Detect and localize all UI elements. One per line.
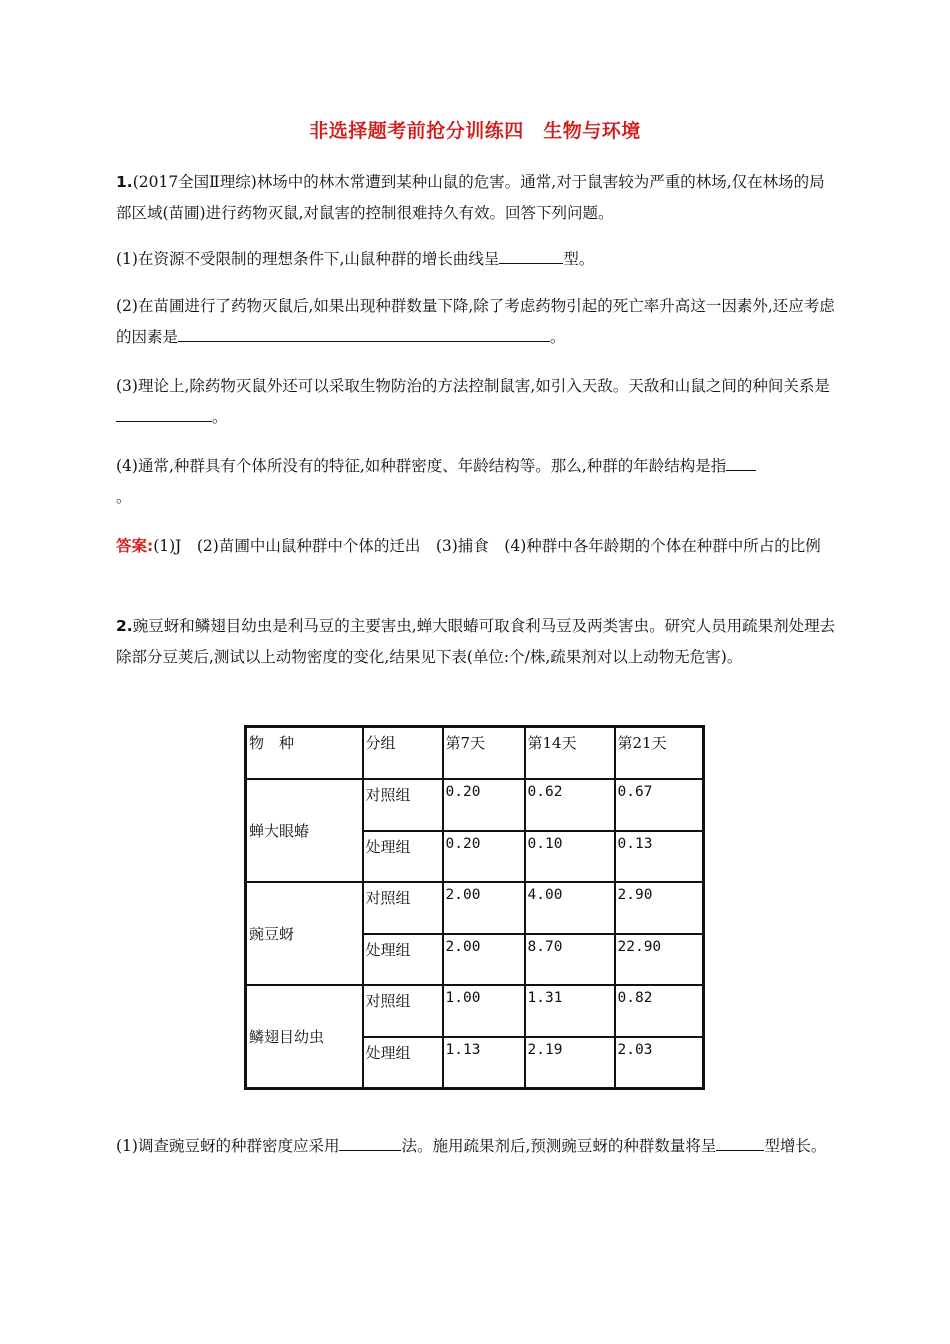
header-species: 物 种 — [246, 727, 363, 779]
value-cell: 0.20 — [443, 831, 525, 882]
q1-sub3-end: 。 — [212, 408, 228, 426]
q2-stem — [116, 611, 836, 673]
density-table — [244, 725, 705, 1090]
value-cell: 22.90 — [615, 934, 704, 985]
q2-stem-text: 豌豆蚜和鳞翅目幼虫是利马豆的主要害虫,蝉大眼蝽可取食利马豆及两类害虫。研究人员用疏果剂处理去除部分豆荚后,测试以上动物密度的变化,结果见下表(单位:个/株,疏果剂对以上动物无危害)。 — [116, 617, 836, 666]
header-day7: 第7天 — [443, 727, 525, 779]
q1-sub4-end: 。 — [116, 488, 132, 506]
page-title: 非选择题考前抢分训练四 生物与环境 — [309, 120, 641, 142]
q1-sub4-text: (4)通常,种群具有个体所没有的特征,如种群密度、年龄结构等。那么,种群的年龄结构是指 — [116, 457, 727, 475]
q1-sub3 — [116, 371, 836, 433]
species-cell: 鳞翅目幼虫 — [246, 985, 363, 1089]
q1-sub2-end: 。 — [550, 328, 566, 346]
value-cell: 2.90 — [615, 882, 704, 934]
q1-stem-text: (2017全国Ⅱ理综)林场中的林木常遭到某种山鼠的危害。通常,对于鼠害较为严重的林场,仅在林场的局部区域(苗圃)进行药物灭鼠,对鼠害的控制很难持久有效。回答下列问题。 — [116, 173, 825, 222]
value-cell: 0.20 — [443, 779, 525, 831]
q2-sub1-text: (1)调查豌豆蚜的种群密度应采用 — [116, 1137, 340, 1155]
group-cell: 对照组 — [363, 779, 443, 831]
value-cell: 8.70 — [525, 934, 615, 985]
q1-sub2-text: (2)在苗圃进行了药物灭鼠后,如果出现种群数量下降,除了考虑药物引起的死亡率升高这一因素外,还应考虑的因素是 — [116, 297, 835, 346]
table-header-row — [246, 727, 704, 779]
answer-text: (1)J (2)苗圃中山鼠种群中个体的迁出 (3)捕食 (4)种群中各年龄期的个体在种群中所占的比例 — [153, 537, 821, 555]
q1-answer — [116, 531, 836, 562]
q1-stem — [116, 167, 836, 229]
value-cell: 4.00 — [525, 882, 615, 934]
value-cell: 1.31 — [525, 985, 615, 1037]
header-day21: 第21天 — [615, 727, 704, 779]
q1-sub3-blank[interactable] — [116, 403, 212, 422]
value-cell: 1.13 — [443, 1037, 525, 1089]
value-cell: 0.13 — [615, 831, 704, 882]
q1-number: 1. — [116, 173, 133, 191]
value-cell: 1.00 — [443, 985, 525, 1037]
table-row — [246, 985, 704, 1037]
q1-sub1 — [116, 244, 836, 275]
value-cell: 2.03 — [615, 1037, 704, 1089]
q2-sub1-blank-growth[interactable] — [716, 1132, 764, 1151]
q1-sub3-text: (3)理论上,除药物灭鼠外还可以采取生物防治的方法控制鼠害,如引入天敌。天敌和山鼠之间的种间关系是 — [116, 377, 830, 395]
species-cell: 豌豆蚜 — [246, 882, 363, 985]
header-day14: 第14天 — [525, 727, 615, 779]
value-cell: 2.19 — [525, 1037, 615, 1089]
table-row — [246, 779, 704, 831]
value-cell: 0.67 — [615, 779, 704, 831]
q2-sub1-mid: 法。施用疏果剂后,预测豌豆蚜的种群数量将呈 — [401, 1137, 717, 1155]
q2-sub1-blank-method[interactable] — [339, 1132, 401, 1151]
q2-sub1-end: 型增长。 — [764, 1137, 827, 1155]
answer-label: 答案: — [116, 537, 154, 555]
q2-number: 2. — [116, 617, 133, 635]
q1-sub4 — [116, 451, 836, 513]
q1-sub1-blank[interactable] — [499, 245, 563, 264]
value-cell: 0.82 — [615, 985, 704, 1037]
group-cell: 处理组 — [363, 831, 443, 882]
value-cell: 2.00 — [443, 882, 525, 934]
species-cell: 蝉大眼蝽 — [246, 779, 363, 882]
value-cell: 2.00 — [443, 934, 525, 985]
table-row — [246, 882, 704, 934]
q1-sub1-text: (1)在资源不受限制的理想条件下,山鼠种群的增长曲线呈 — [116, 250, 500, 268]
group-cell: 对照组 — [363, 882, 443, 934]
header-group: 分组 — [363, 727, 443, 779]
group-cell: 处理组 — [363, 934, 443, 985]
q1-sub2 — [116, 291, 836, 353]
group-cell: 处理组 — [363, 1037, 443, 1089]
value-cell: 0.10 — [525, 831, 615, 882]
q1-sub2-blank[interactable] — [178, 323, 550, 342]
q1-sub4-blank[interactable] — [726, 452, 756, 471]
q2-sub1 — [116, 1131, 836, 1162]
group-cell: 对照组 — [363, 985, 443, 1037]
q1-sub1-end: 型。 — [563, 250, 595, 268]
value-cell: 0.62 — [525, 779, 615, 831]
